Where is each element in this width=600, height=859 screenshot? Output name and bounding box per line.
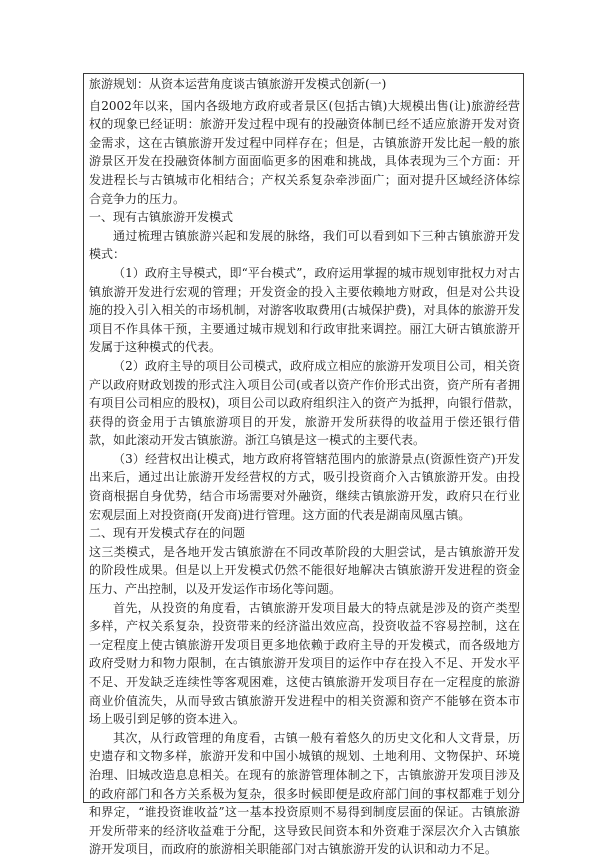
document-title: 旅游规划：从资本运营角度谈古镇旅游开发模式创新(一) bbox=[89, 77, 387, 91]
paragraph: 这三类模式，是各地开发古镇旅游在不同改革阶段的大胆尝试，是古镇旅游开发的阶段性成果。但是以上开发模式仍然不能很好地解决古镇旅游开发进程的资金压力、产出控制，以及开发运作市场化等问题。 bbox=[89, 544, 520, 597]
paragraph: （1）政府主导模式，即“平台模式”，政府运用掌握的城市规划审批权力对古镇旅游开发进行宏观的管理；开发资金的投入主要依赖地方财政，但是对公共设施的投入引入相关的市场机制，对游客收取费用(古城保护费)，对具体的旅游开发项目不作具体干预，主要通过城市规划和行政审批来调控。丽江大研古镇旅游开发属于这种模式的代表。 bbox=[89, 265, 520, 355]
paragraph: 自2002年以来，国内各级地方政府或者景区(包括古镇)大规模出售(让)旅游经营权的现象已经证明：旅游开发过程中现有的投融资体制已经不适应旅游开发对资金需求，这在古镇旅游开发过程中同样存在；但是，古镇旅游开发比起一般的旅游景区开发在投融资体制方面面临更多的困难和挑战，具体表现为三个方面：开发进程长与古镇城市化相结合；产权关系复杂牵涉面广；面对提升区域经济体综合竞争力的压力。 bbox=[89, 98, 520, 206]
paragraph: 二、现有开发模式存在的问题 bbox=[89, 526, 246, 541]
paragraph: 一、现有古镇旅游开发模式 bbox=[89, 210, 234, 225]
paragraph: 通过梳理古镇旅游兴起和发展的脉络，我们可以看到如下三种古镇旅游开发模式： bbox=[89, 228, 520, 262]
paragraph: 首先，从投资的角度看，古镇旅游开发项目最大的特点就是涉及的资产类型多样，产权关系复杂，投资带来的经济溢出效应高，投资收益不容易控制，这在一定程度上使古镇旅游开发项目更多地依赖于政府主导的开发模式，而各级地方政府受财力和物力限制，在古镇旅游开发项目的运作中存在投入不足、开发水平不足、开发缺乏连续性等客观困难，这使古镇旅游开发项目存在一定程度的旅游商业价值流失，从而导致古镇旅游开发进程中的相关资源和资产不能够在资本市场上吸引到足够的资本进入。 bbox=[89, 600, 520, 727]
document-body bbox=[89, 75, 520, 859]
paragraph-list bbox=[89, 97, 520, 859]
paragraph: （2）政府主导的项目公司模式，政府成立相应的旅游开发项目公司，相关资产以政府财政划拨的形式注入项目公司(或者以资产作价形式出资，资产所有者拥有项目公司相应的股权)，项目公司以政府组织注入的资产为抵押，向银行借款，获得的资金用于古镇旅游项目的开发，旅游开发所获得的收益用于偿还银行借款，如此滚动开发古镇旅游。浙江乌镇是这一模式的主要代表。 bbox=[89, 358, 520, 448]
paragraph: 其次，从行政管理的角度看，古镇一般有着悠久的历史文化和人文背景，历史遗存和文物多样，旅游开发和中国小城镇的规划、土地利用、文物保护、环境治理、旧城改造息息相关。在现有的旅游管理体制之下，古镇旅游开发项目涉及的政府部门和各方关系极为复杂，很多时候即便是政府部门间的事权都难于划分和界定，“谁投资谁收益”这一基本投资原则不易得到制度层面的保证。古镇旅游开发所带来的经济收益难于分配，这导致民间资本和外资难于深层次介入古镇旅游开发项目，而政府的旅游相关职能部门对古镇旅游开发的认识和动力不足。 bbox=[89, 730, 520, 857]
paragraph: （3）经营权出让模式，地方政府将管辖范围内的旅游景点(资源性资产)开发出来后，通过出让旅游开发经营权的方式，吸引投资商介入古镇旅游开发。由投资商根据自身优势，结合市场需要对外融资，继续古镇旅游开发，政府只在行业宏观层面上对投资商(开发商)进行管理。这方面的代表是湖南凤凰古镇。 bbox=[89, 451, 520, 522]
